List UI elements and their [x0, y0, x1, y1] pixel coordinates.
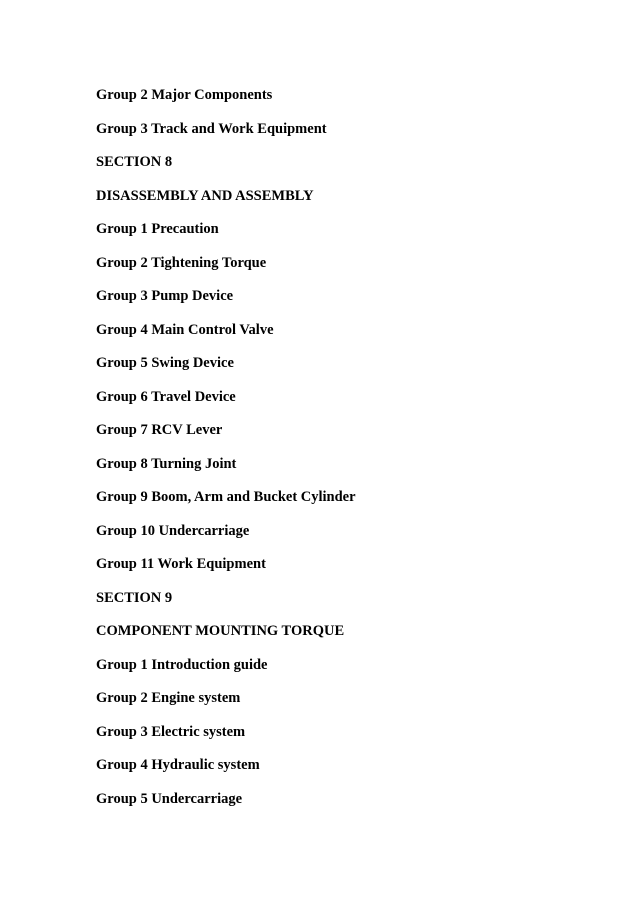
contents-entry: Group 1 Introduction guide: [96, 656, 268, 673]
contents-entry: Group 3 Track and Work Equipment: [96, 120, 327, 137]
contents-entry: Group 7 RCV Lever: [96, 422, 223, 438]
contents-list: [96, 85, 356, 822]
section-heading: SECTION 8: [96, 154, 173, 170]
contents-entry: Group 4 Main Control Valve: [96, 321, 274, 338]
section-heading: SECTION 9: [96, 589, 173, 606]
contents-entry: Group 9 Boom, Arm and Bucket Cylinder: [96, 489, 356, 505]
contents-entry: Group 2 Major Components: [96, 87, 273, 103]
contents-entry: Group 4 Hydraulic system: [96, 757, 260, 773]
contents-entry: Group 3 Electric system: [96, 723, 246, 740]
section-title: DISASSEMBLY AND ASSEMBLY: [96, 187, 314, 204]
contents-entry: Group 6 Travel Device: [96, 388, 236, 405]
contents-entry: Group 2 Tightening Torque: [96, 254, 267, 271]
contents-entry: Group 5 Undercarriage: [96, 790, 243, 807]
contents-entry: Group 3 Pump Device: [96, 288, 234, 304]
contents-entry: Group 10 Undercarriage: [96, 522, 250, 539]
contents-entry: Group 5 Swing Device: [96, 355, 234, 371]
contents-entry: Group 8 Turning Joint: [96, 455, 237, 472]
contents-entry: Group 1 Precaution: [96, 221, 219, 237]
contents-entry: Group 11 Work Equipment: [96, 556, 266, 572]
section-title: COMPONENT MOUNTING TORQUE: [96, 623, 345, 639]
contents-entry: Group 2 Engine system: [96, 690, 241, 706]
